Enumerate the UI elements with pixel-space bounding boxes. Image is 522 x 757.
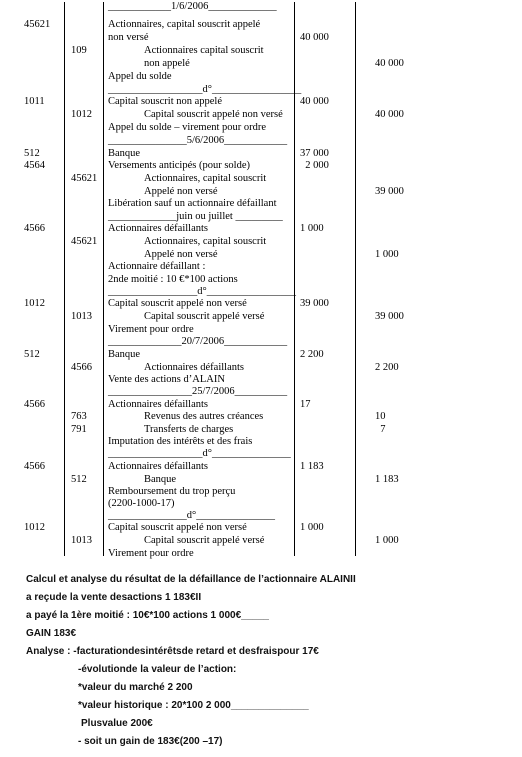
- debit-amount: 2 000: [300, 160, 329, 171]
- entry-label: Versements anticipés (pour solde): [108, 160, 251, 171]
- credit-amount: 39 000: [375, 186, 404, 197]
- entry-label-indented: Capital souscrit appelé versé: [144, 311, 265, 322]
- debit-amount: 40 000: [300, 96, 329, 107]
- debit-account: 4566: [24, 223, 45, 234]
- entry-date-line: _______________d°_______________: [108, 510, 275, 521]
- entry-label: Banque: [108, 349, 141, 360]
- entry-label-indented: Actionnaires, capital souscrit: [144, 173, 267, 184]
- entry-label: Actionnaires défaillants: [108, 399, 209, 410]
- entry-label-indented: Transferts de charges: [144, 424, 234, 435]
- analysis-line: Analyse : -facturationdesintérêtsde retard et desfraispour 17€: [26, 646, 319, 657]
- debit-amount: 2 200: [300, 349, 324, 360]
- debit-amount: 40 000: [300, 32, 329, 43]
- debit-amount: 39 000: [300, 298, 329, 309]
- analysis-line: -évolutionde la valeur de l’action:: [78, 664, 237, 675]
- entry-label: Actionnaires, capital souscrit appelé: [108, 19, 261, 30]
- credit-amount: 1 000: [375, 535, 399, 546]
- entry-label-indented: Actionnaires défaillants: [144, 362, 245, 373]
- credit-amount: 1 183: [375, 474, 399, 485]
- entry-label: Capital souscrit appelé non versé: [108, 522, 247, 533]
- entry-label-indented: Appelé non versé: [144, 186, 218, 197]
- entry-label: Capital souscrit appelé non versé: [108, 298, 247, 309]
- credit-account: 512: [71, 474, 87, 485]
- entry-label: Libération sauf un actionnaire défaillant: [108, 198, 277, 209]
- entry-label: Remboursement du trop perçu: [108, 486, 236, 497]
- credit-account: 1012: [71, 109, 92, 120]
- credit-account: 1013: [71, 311, 92, 322]
- entry-date-line: _________________d°_________________: [108, 286, 296, 297]
- analysis-line: *valeur historique : 20*100 2 000______________: [78, 700, 309, 711]
- analysis-line: - soit un gain de 183€(200 –17): [78, 736, 223, 747]
- debit-account: 4566: [24, 461, 45, 472]
- entry-label: Vente des actions d’ALAIN: [108, 374, 225, 385]
- entry-label-indented: Capital souscrit appelé non versé: [144, 109, 283, 120]
- credit-amount: 1 000: [375, 249, 399, 260]
- entry-label: Virement pour ordre: [108, 548, 194, 559]
- debit-amount: 37 000: [300, 148, 329, 159]
- debit-amount: 1 000: [300, 223, 324, 234]
- entry-date-line: _______________5/6/2006____________: [108, 135, 288, 146]
- credit-account: 109: [71, 45, 87, 56]
- entry-date-line: ________________25/7/2006__________: [108, 386, 288, 397]
- debit-account: 4566: [24, 399, 45, 410]
- debit-account: 512: [24, 148, 40, 159]
- ledger-rule-4: [355, 2, 356, 556]
- credit-account: 791: [71, 424, 87, 435]
- entry-label: Capital souscrit non appelé: [108, 96, 223, 107]
- debit-account: 4564: [24, 160, 45, 171]
- entry-label: non versé: [108, 32, 149, 43]
- entry-date-line: ____________1/6/2006_____________: [108, 1, 277, 12]
- debit-account: 1012: [24, 522, 45, 533]
- debit-amount: 17: [300, 399, 311, 410]
- entry-label: Actionnaires défaillants: [108, 223, 209, 234]
- debit-account: 1011: [24, 96, 45, 107]
- ledger-rule-1: [64, 2, 65, 556]
- entry-label-indented: Capital souscrit appelé versé: [144, 535, 265, 546]
- credit-account: 45621: [71, 173, 98, 184]
- analysis-title: Calcul et analyse du résultat de la défaillance de l’actionnaire ALAINII: [26, 574, 356, 585]
- entry-label: 2nde moitié : 10 €*100 actions: [108, 274, 238, 285]
- entry-label-indented: non appelé: [144, 58, 190, 69]
- entry-label-indented: Revenus des autres créances: [144, 411, 264, 422]
- entry-label: (2200-1000-17): [108, 498, 175, 509]
- analysis-line: *valeur du marché 2 200: [78, 682, 193, 693]
- entry-label: Virement pour ordre: [108, 324, 194, 335]
- analysis-line: a payé la 1ère moitié : 10€*100 actions 1 000€_____: [26, 610, 269, 621]
- entry-label-indented: Actionnaires capital souscrit: [144, 45, 264, 56]
- credit-amount: 40 000: [375, 58, 404, 69]
- analysis-line: a reçude la vente desactions 1 183€II: [26, 592, 202, 603]
- credit-amount: 40 000: [375, 109, 404, 120]
- entry-label: Banque: [108, 148, 141, 159]
- entry-label: Actionnaires défaillants: [108, 461, 209, 472]
- ledger-rule-2: [103, 2, 104, 556]
- entry-label: Appel du solde: [108, 71, 172, 82]
- entry-date-line: _____________juin ou juillet _________: [108, 211, 283, 222]
- credit-account: 1013: [71, 535, 92, 546]
- credit-account: 4566: [71, 362, 92, 373]
- entry-label: Imputation des intérêts et des frais: [108, 436, 253, 447]
- credit-amount: 39 000: [375, 311, 404, 322]
- credit-account: 763: [71, 411, 87, 422]
- entry-date-line: __________________d°_______________: [108, 448, 291, 459]
- debit-amount: 1 000: [300, 522, 324, 533]
- credit-amount: 10: [375, 411, 386, 422]
- debit-account: 1012: [24, 298, 45, 309]
- debit-account: 45621: [24, 19, 51, 30]
- entry-label-indented: Actionnaires, capital souscrit: [144, 236, 267, 247]
- credit-amount: 2 200: [375, 362, 399, 373]
- entry-label-indented: Banque: [144, 474, 177, 485]
- entry-date-line: ______________20/7/2006____________: [108, 336, 288, 347]
- analysis-line: Plusvalue 200€: [81, 718, 153, 729]
- debit-amount: 1 183: [300, 461, 324, 472]
- credit-amount: 7: [375, 424, 386, 435]
- entry-label: Appel du solde – virement pour ordre: [108, 122, 267, 133]
- analysis-line: GAIN 183€: [26, 628, 77, 639]
- entry-date-line: __________________d°_________________: [108, 84, 302, 95]
- debit-account: 512: [24, 349, 40, 360]
- entry-label: Actionnaire défaillant :: [108, 261, 206, 272]
- credit-account: 45621: [71, 236, 98, 247]
- entry-label-indented: Appelé non versé: [144, 249, 218, 260]
